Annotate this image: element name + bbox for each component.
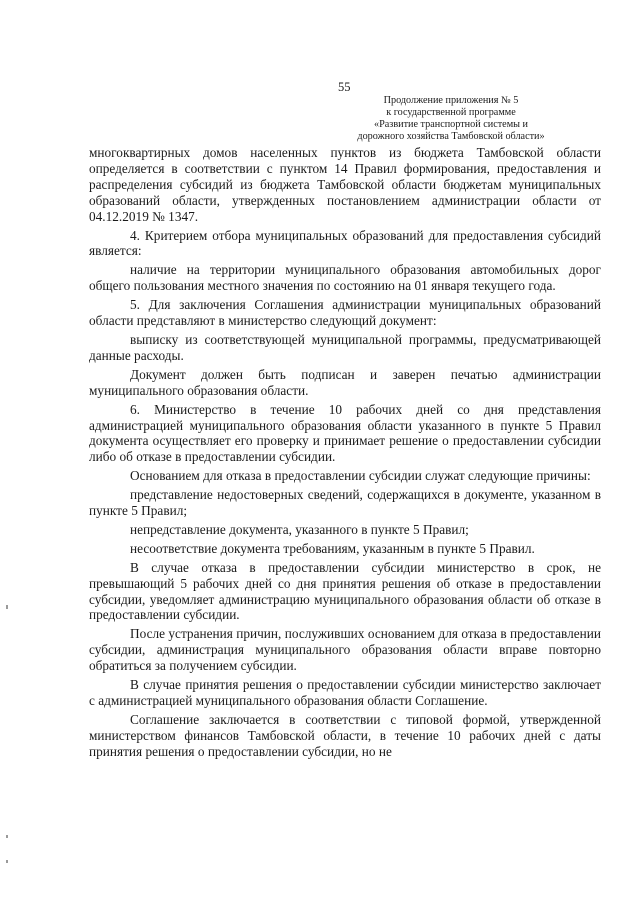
header-line-4: дорожного хозяйства Тамбовской области» (357, 131, 545, 142)
paragraph-continuation: многоквартирных домов населенных пунктов из бюджета Тамбовской области определяется в соответствии с пунктом 14 Правил формирования, предоставления и распределения субсидий из бюджета Тамбовской области бюджетам муниципальных образований области, утвержденных постановлением администрации области от 04.12.2019 № 1347. (89, 145, 601, 224)
paragraph-item-5: 5. Для заключения Соглашения администрации муниципальных образований области представляют в министерство следующий документ: (89, 297, 601, 329)
document-body (89, 145, 601, 760)
header-line-2: к государственной программе (386, 107, 516, 118)
paragraph-criterion: наличие на территории муниципального образования автомобильных дорог общего пользования местного значения по состоянию на 01 января текущего года. (89, 262, 601, 294)
scan-edge-mark (6, 605, 8, 609)
paragraph-refusal-notice: В случае отказа в предоставлении субсидии министерство в срок, не превышающий 5 рабочих дней со дня принятия решения об отказе в предоставлении субсидии, уведомляет администрацию муниципального образования области об отказе в предоставлении субсидии. (89, 559, 601, 623)
header-line-3: «Развитие транспортной системы и (374, 119, 528, 130)
paragraph-item-4: 4. Критерием отбора муниципальных образований для предоставления субсидий является: (89, 227, 601, 259)
paragraph-extract: выписку из соответствующей муниципальной программы, предусматривающей данные расходы. (89, 331, 601, 363)
paragraph-agreement: В случае принятия решения о предоставлении субсидии министерство заключает с администрацией муниципального образования области Соглашение. (89, 677, 601, 708)
page-number: 55 (338, 80, 351, 94)
paragraph-reapply: После устранения причин, послуживших основанием для отказа в предоставлении субсидии, администрация муниципального образования области вправе повторно обратиться за получением субсидии. (89, 626, 601, 674)
scan-edge-mark (6, 860, 8, 863)
paragraph-agreement-form: Соглашение заключается в соответствии с типовой формой, утвержденной министерством финансов Тамбовской области, в течение 10 рабочих дней с даты принятия решения о предоставлении субсидии, но не (89, 711, 601, 759)
paragraph-ground-1: представление недостоверных сведений, содержащихся в документе, указанном в пункте 5 Правил; (89, 487, 601, 519)
header-line-1: Продолжение приложения № 5 (383, 95, 519, 106)
paragraph-refusal-grounds: Основанием для отказа в предоставлении субсидии служат следующие причины: (130, 468, 591, 484)
scan-edge-mark (6, 835, 8, 838)
appendix-header (340, 95, 562, 143)
paragraph-ground-3: несоответствие документа требованиям, указанным в пункте 5 Правил. (130, 540, 535, 556)
paragraph-item-6: 6. Министерство в течение 10 рабочих дней со дня представления администрацией муниципального образования области указанного в пункте 5 Правил документа осуществляет его проверку и принимает решение о предоставлении субсидии либо об отказе в предоставлении субсидии. (89, 401, 601, 465)
paragraph-ground-2: непредставление документа, указанного в пункте 5 Правил; (130, 521, 469, 537)
paragraph-signature: Документ должен быть подписан и заверен печатью администрации муниципального образования области. (89, 366, 601, 398)
